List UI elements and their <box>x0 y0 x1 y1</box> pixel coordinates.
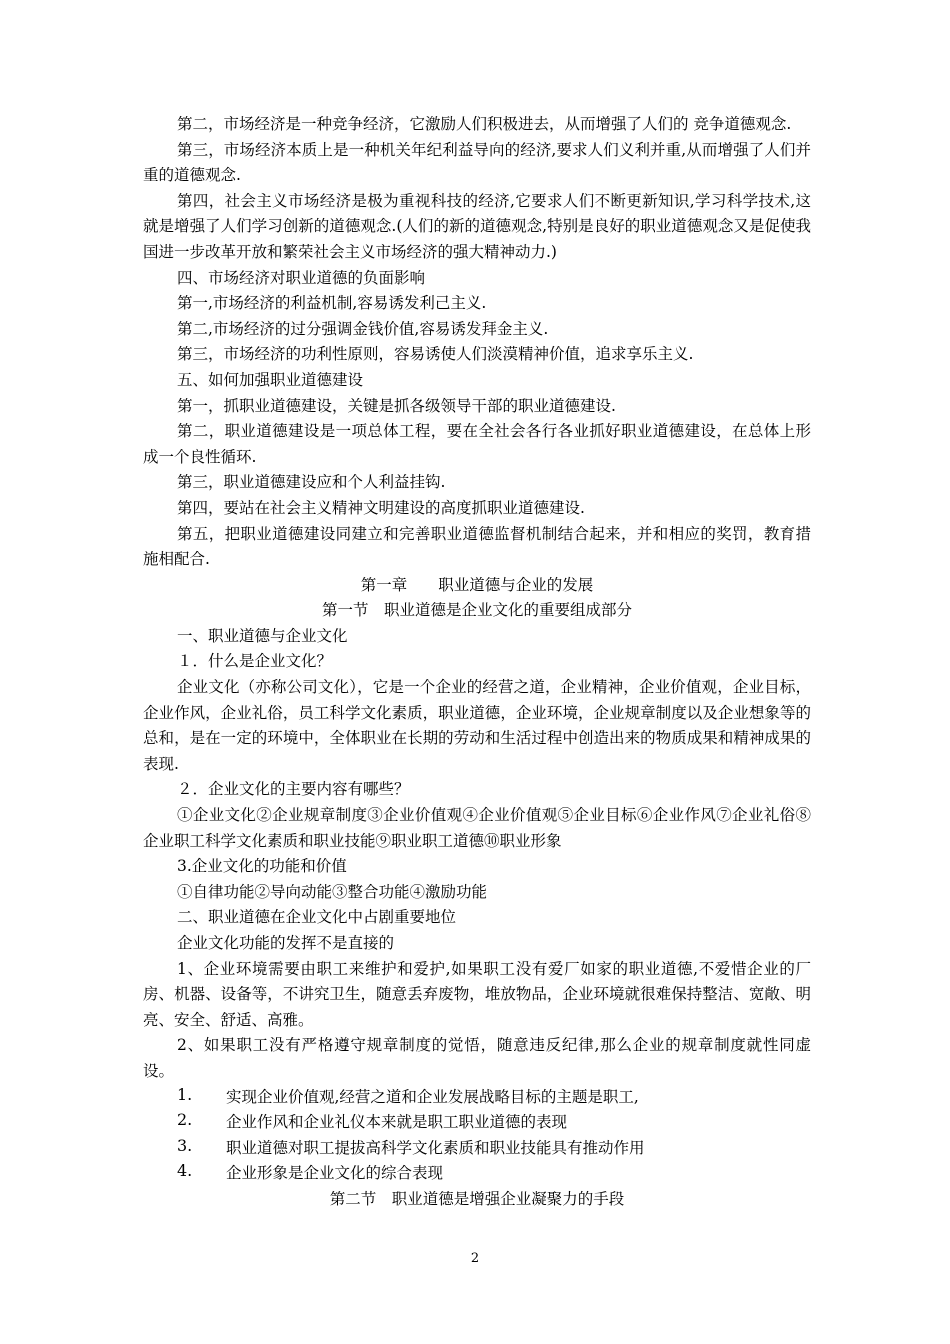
paragraph: ①企业文化②企业规章制度③企业价值观④企业价值观⑤企业目标⑥企业作风⑦企业礼俗⑧企业职工科学文化素质和职业技能⑨职业职工道德⑩职业形象 <box>143 806 811 850</box>
paragraph: 第二,市场经济的过分强调金钱价值,容易诱发拜金主义. <box>177 319 549 338</box>
page-number: 2 <box>470 1251 480 1266</box>
paragraph: 第三，职业道德建设应和个人利益挂钩. <box>177 473 446 492</box>
item-text: 企业形象是企业文化的综合表现 <box>226 1164 444 1183</box>
page-body <box>143 112 811 1213</box>
paragraph: 1、企业环境需要由职工来维护和爱护,如果职工没有爱厂如家的职业道德,不爱惜企业的厂房、机器、设备等，不讲究卫生，随意丢弃废物，堆放物品，企业环境就很难保持整洁、宽敞、明亮、安全、舒适、高雅。 <box>143 959 811 1029</box>
paragraph: 第一，抓职业道德建设，关键是抓各级领导干部的职业道德建设. <box>177 396 616 415</box>
paragraph: 企业文化（亦称公司文化），它是一个企业的经营之道，企业精神，企业价值观，企业目标，企业作风，企业礼俗，员工科学文化素质，职业道德，企业环境，企业规章制度以及企业想象等的总和，是在一定的环境中，全体职业在长期的劳动和生活过程中创造出来的物质成果和精神成果的表现. <box>143 678 811 773</box>
question-heading: 3.企业文化的功能和价值 <box>177 857 347 876</box>
section-title: 第二节 职业道德是增强企业凝聚力的手段 <box>329 1189 625 1208</box>
paragraph: 第五，把职业道德建设同建立和完善职业道德监督机制结合起来，并和相应的奖罚，教育措施相配合. <box>143 524 811 569</box>
paragraph: 第四，要站在社会主义精神文明建设的高度抓职业道德建设. <box>177 498 585 517</box>
item-text: 实现企业价值观,经营之道和企业发展战略目标的主题是职工, <box>226 1087 639 1106</box>
numbered-item <box>143 1085 811 1111</box>
numbered-item <box>143 1110 811 1136</box>
paragraph: ①自律功能②导向动能③整合功能④激励功能 <box>177 882 488 901</box>
section-heading: 五、如何加强职业道德建设 <box>177 370 364 389</box>
item-number: 2. <box>177 1110 193 1130</box>
item-text: 企业作风和企业礼仪本来就是职工职业道德的表现 <box>226 1113 568 1132</box>
item-number: 1. <box>177 1084 193 1104</box>
paragraph: 2、如果职工没有严格遵守规章制度的觉悟，随意违反纪律,那么企业的规章制度就性同虚设。 <box>143 1036 811 1080</box>
item-number: 4. <box>177 1161 193 1181</box>
question-heading: ２．企业文化的主要内容有哪些？ <box>177 780 410 799</box>
paragraph: 第二，职业道德建设是一项总体工程，要在全社会各行各业抓好职业道德建设，在总体上形成一个良性循环. <box>143 422 811 466</box>
item-number: 3. <box>177 1135 193 1155</box>
section-heading: 一、职业道德与企业文化 <box>177 626 348 645</box>
numbered-item <box>143 1161 811 1187</box>
section-heading: 二、职业道德在企业文化中占剧重要地位 <box>177 908 457 927</box>
paragraph: 企业文化功能的发挥不是直接的 <box>177 934 395 952</box>
section-title: 第一节 职业道德是企业文化的重要组成部分 <box>321 601 632 620</box>
item-text: 职业道德对职工提拔高科学文化素质和职业技能具有推动作用 <box>226 1138 645 1157</box>
paragraph: 第二，市场经济是一种竞争经济，它激励人们积极进去，从而增强了人们的 竞争道德观念. <box>177 115 792 133</box>
question-heading: １．什么是企业文化？ <box>177 652 333 671</box>
chapter-title: 第一章 职业道德与企业的发展 <box>360 575 594 594</box>
numbered-item <box>143 1136 811 1162</box>
section-heading: 四、市场经济对职业道德的负面影响 <box>177 268 426 287</box>
paragraph: 第四，社会主义市场经济是极为重视科技的经济,它要求人们不断更新知识,学习科学技术,这就是增强了人们学习创新的道德观念.(人们的新的道德观念,特别是良好的职业道德观念又是促使我国进一步改革开放和繁荣社会主义市场经济的强大精神动力.) <box>143 191 811 261</box>
paragraph: 第三，市场经济的功利性原则，容易诱使人们淡漠精神价值，追求享乐主义. <box>177 345 694 364</box>
paragraph: 第一,市场经济的利益机制,容易诱发利己主义. <box>177 294 487 313</box>
paragraph: 第三，市场经济本质上是一种机关年纪利益导向的经济,要求人们义利并重,从而增强了人们并重的道德观念. <box>143 140 811 185</box>
